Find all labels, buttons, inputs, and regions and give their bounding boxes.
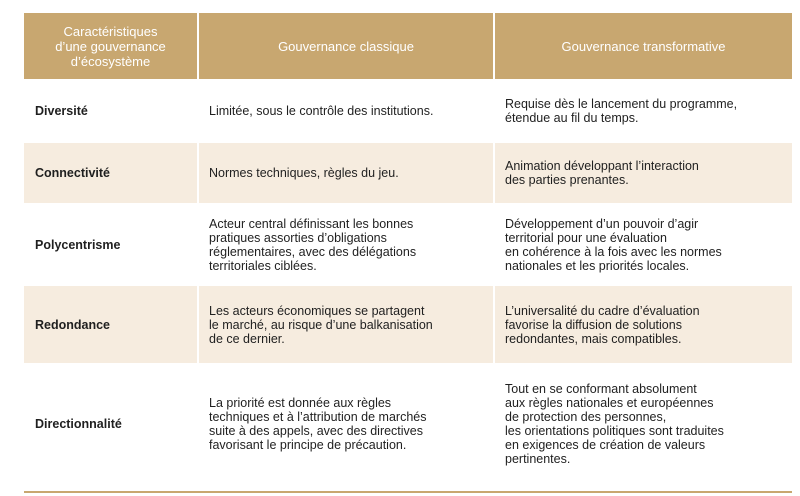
header-classic-governance: Gouvernance classique <box>198 13 494 79</box>
classic-cell: La priorité est donnée aux règles techniques et à l’attribution de marchés suite à des appels, avec des directives favorisant le principe de précaution. <box>198 363 494 485</box>
table-row <box>24 203 792 286</box>
classic-cell: Limitée, sous le contrôle des institutions. <box>198 79 494 143</box>
transformative-cell: Développement d’un pouvoir d’agir territorial pour une évaluation en cohérence à la fois avec les normes nationales et les priorités locales. <box>494 203 792 286</box>
row-label: Directionnalité <box>24 363 198 485</box>
table-row <box>24 363 792 485</box>
table-row <box>24 143 792 203</box>
transformative-cell: Animation développant l’interaction des parties prenantes. <box>494 143 792 203</box>
transformative-cell: Tout en se conformant absolument aux règles nationales et européennes de protection des personnes, les orientations politiques sont traduites en exigences de création de valeurs pertinentes. <box>494 363 792 485</box>
row-label: Connectivité <box>24 143 198 203</box>
table-header-row <box>24 13 792 79</box>
classic-cell: Normes techniques, règles du jeu. <box>198 143 494 203</box>
bottom-divider <box>24 491 792 493</box>
header-characteristics: Caractéristiques d’une gouvernance d’écosystème <box>24 13 198 79</box>
row-label: Diversité <box>24 79 198 143</box>
table-row <box>24 286 792 363</box>
transformative-cell: Requise dès le lancement du programme, étendue au fil du temps. <box>494 79 792 143</box>
transformative-cell: L’universalité du cadre d’évaluation favorise la diffusion de solutions redondantes, mais compatibles. <box>494 286 792 363</box>
row-label: Redondance <box>24 286 198 363</box>
classic-cell: Acteur central définissant les bonnes pratiques assorties d’obligations réglementaires, avec des délégations territoriales ciblées. <box>198 203 494 286</box>
governance-comparison-table <box>24 13 792 485</box>
table-row <box>24 79 792 143</box>
classic-cell: Les acteurs économiques se partagent le marché, au risque d’une balkanisation de ce dernier. <box>198 286 494 363</box>
header-transformative-governance: Gouvernance transformative <box>494 13 792 79</box>
row-label: Polycentrisme <box>24 203 198 286</box>
